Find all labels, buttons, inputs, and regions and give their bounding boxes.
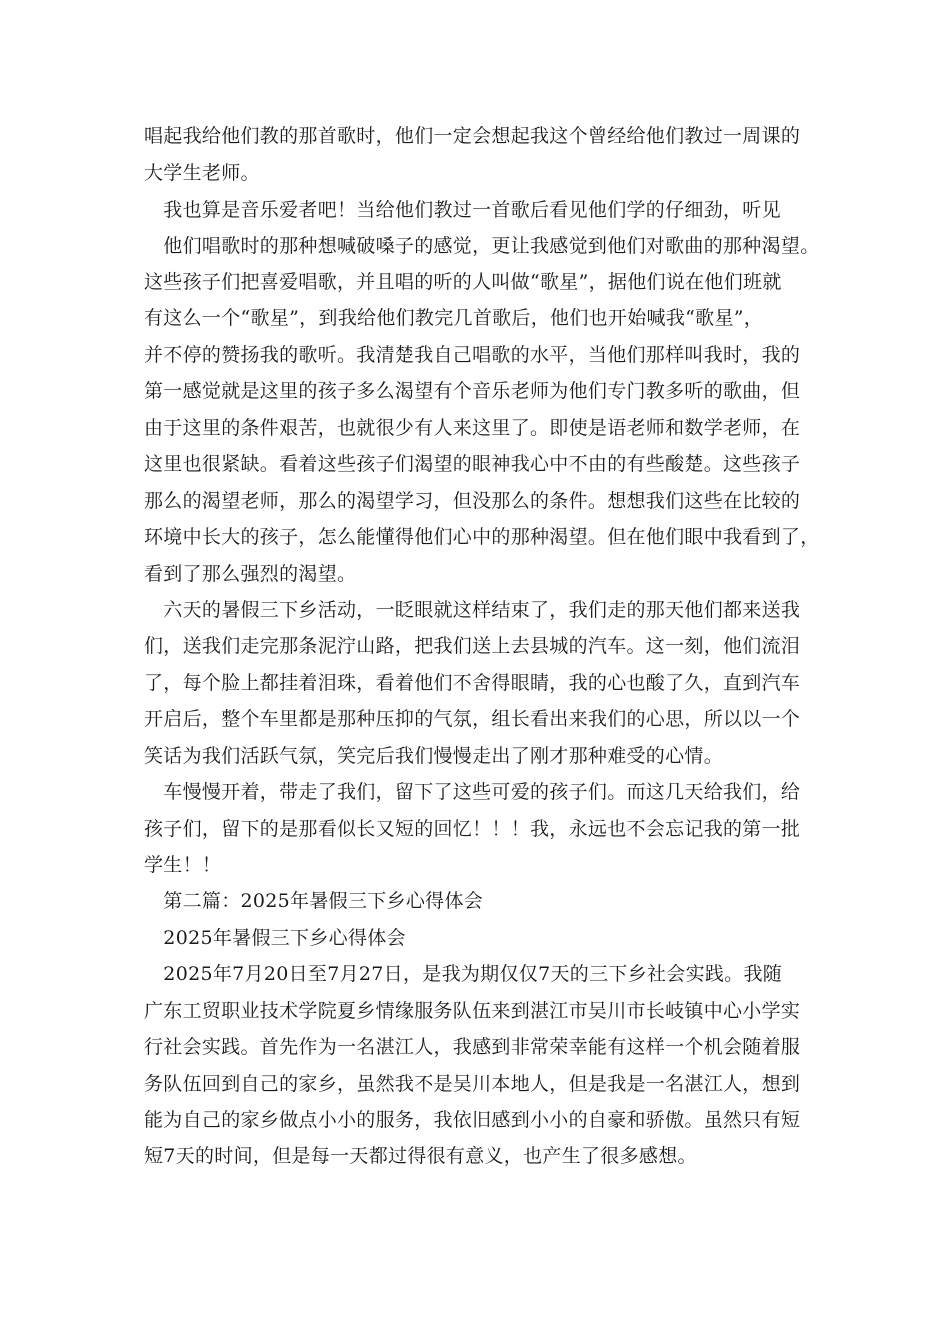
text-line: 行社会实践。首先作为一名湛江人，我感到非常荣幸能有这样一个机会随着服 (144, 1036, 801, 1058)
text-line: 笑话为我们活跃气氛，笑完后我们慢慢走出了刚才那种难受的心情。 (144, 745, 724, 767)
text-line: 他们唱歌时的那种想喊破嗓子的感觉，更让我感觉到他们对歌曲的那种渴望。 (144, 235, 820, 257)
text-line: 们，送我们走完那条泥泞山路，把我们送上去县城的汽车。这一刻，他们流泪 (144, 635, 801, 657)
text-line: 大学生老师。 (144, 162, 260, 184)
text-line: 这里也很紧缺。看着这些孩子们渴望的眼神我心中不由的有些酸楚。这些孩子 (144, 453, 801, 475)
text-line: 开启后，整个车里都是那种压抑的气氛，组长看出来我们的心思，所以以一个 (144, 708, 801, 730)
text-line: 并不停的赞扬我的歌听。我清楚我自己唱歌的水平，当他们那样叫我时，我的 (144, 344, 801, 366)
section-heading: 第二篇：2025年暑假三下乡心得体会 (144, 890, 484, 912)
text-line: 车慢慢开着，带走了我们，留下了这些可爱的孩子们。而这几天给我们，给 (144, 781, 801, 803)
text-line: 唱起我给他们教的那首歌时，他们一定会想起我这个曾经给他们教过一周课的 (144, 125, 801, 147)
text-line: 第一感觉就是这里的孩子多么渴望有个音乐老师为他们专门教多听的歌曲，但 (144, 380, 801, 402)
text-line: 看到了那么强烈的渴望。 (144, 563, 357, 585)
text-line: 了，每个脸上都挂着泪珠，看着他们不舍得眼睛，我的心也酸了久，直到汽车 (144, 672, 801, 694)
text-line: 2025年7月20日至7月27日，是我为期仅仅7天的三下乡社会实践。我随 (144, 963, 783, 985)
text-line: 广东工贸职业技术学院夏乡情缘服务队伍来到湛江市吴川市长岐镇中心小学实 (144, 1000, 801, 1022)
text-line: 由于这里的条件艰苦，也就很少有人来这里了。即使是语老师和数学老师，在 (144, 417, 801, 439)
text-line: 环境中长大的孩子，怎么能懂得他们心中的那种渴望。但在他们眼中我看到了， (144, 526, 820, 548)
text-line: 能为自己的家乡做点小小的服务，我依旧感到小小的自豪和骄傲。虽然只有短 (144, 1109, 801, 1131)
text-line: 我也算是音乐爱者吧！当给他们教过一首歌后看见他们学的仔细劲，听见 (144, 199, 781, 221)
section-subheading: 2025年暑假三下乡心得体会 (144, 927, 406, 949)
text-line: 短7天的时间，但是每一天都过得很有意义，也产生了很多感想。 (144, 1145, 697, 1167)
text-line: 有这么一个“歌星”，到我给他们教完几首歌后，他们也开始喊我“歌星”， (144, 307, 764, 329)
text-line: 那么的渴望老师，那么的渴望学习，但没那么的条件。想想我们这些在比较的 (144, 490, 801, 512)
text-line: 六天的暑假三下乡活动，一眨眼就这样结束了，我们走的那天他们都来送我 (144, 599, 801, 621)
text-line: 这些孩子们把喜爱唱歌，并且唱的听的人叫做“歌星”，据他们说在他们班就 (144, 271, 782, 293)
text-line: 学生！！ (144, 854, 222, 876)
text-line: 务队伍回到自己的家乡，虽然我不是吴川本地人，但是我是一名湛江人，想到 (144, 1073, 801, 1095)
text-line: 孩子们，留下的是那看似长又短的回忆！！！我，永远也不会忘记我的第一批 (144, 818, 801, 840)
